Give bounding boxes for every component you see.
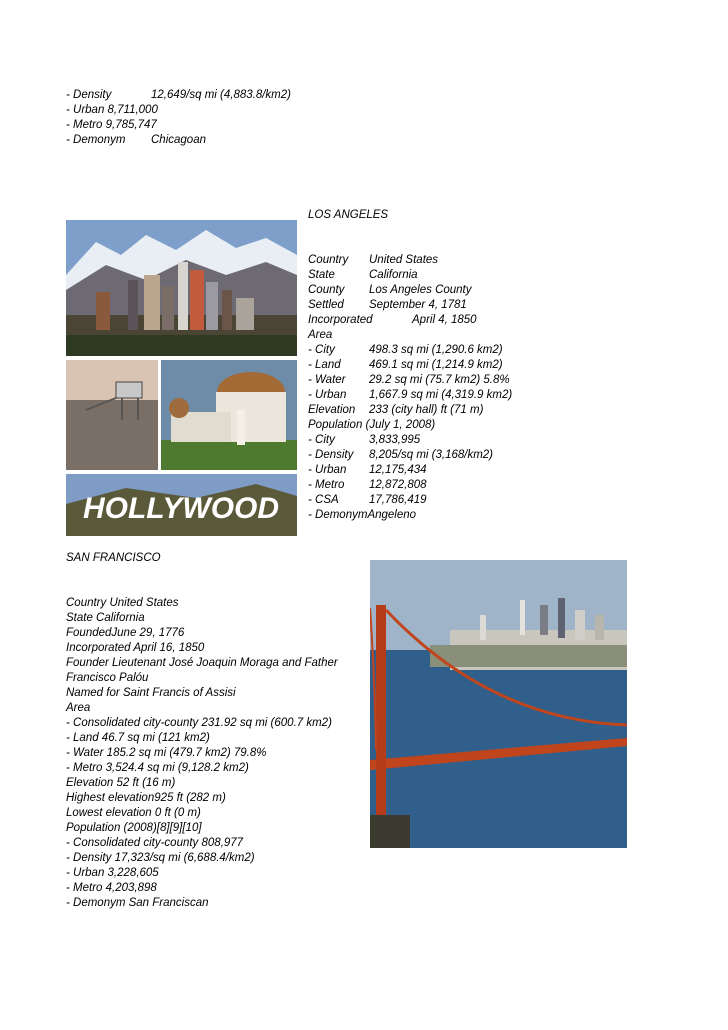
- la-skyline-photo: [66, 220, 297, 356]
- info-row: Country United States: [66, 597, 179, 609]
- info-row: - Consolidated city-county 231.92 sq mi (600.7 km2): [66, 717, 332, 729]
- info-row: - Density 12,649/sq mi (4,883.8/km2): [66, 89, 291, 101]
- info-row: Incorporated April 4, 1850: [308, 314, 477, 326]
- info-row: Elevation 52 ft (16 m): [66, 777, 176, 789]
- san-francisco-info: [66, 596, 356, 911]
- info-row: State California: [308, 269, 418, 281]
- los-angeles-collage: [66, 220, 297, 536]
- info-row: Area: [308, 329, 333, 341]
- info-row: Area: [66, 702, 91, 714]
- info-row: - Metro 3,524.4 sq mi (9,128.2 km2): [66, 762, 249, 774]
- info-row: Named for Saint Francis of Assisi: [66, 687, 236, 699]
- info-row: - Water 29.2 sq mi (75.7 km2) 5.8%: [308, 374, 510, 386]
- chicago-info: [66, 88, 291, 148]
- info-row: - City 498.3 sq mi (1,290.6 km2): [308, 344, 503, 356]
- info-row: - Density 17,323/sq mi (6,688.4/km2): [66, 852, 255, 864]
- info-row: - Urban 1,667.9 sq mi (4,319.9 km2): [308, 389, 513, 401]
- info-row: - CSA 17,786,419: [308, 494, 427, 506]
- info-row: Settled September 4, 1781: [308, 299, 467, 311]
- info-row: - Urban 12,175,434: [308, 464, 427, 476]
- info-row: Elevation 233 (city hall) ft (71 m): [308, 404, 484, 416]
- info-row: - Urban 3,228,605: [66, 867, 159, 879]
- info-row: - Metro 4,203,898: [66, 882, 157, 894]
- info-row: Lowest elevation 0 ft (0 m): [66, 807, 201, 819]
- info-row: Incorporated April 16, 1850: [66, 642, 205, 654]
- info-row: - Demonym Chicagoan: [66, 134, 206, 146]
- info-row: - Land 469.1 sq mi (1,214.9 km2): [308, 359, 503, 371]
- info-row: - Metro 9,785,747: [66, 119, 157, 131]
- info-row: - Consolidated city-county 808,977: [66, 837, 244, 849]
- los-angeles-heading: LOS ANGELES: [308, 209, 389, 221]
- info-row: - City 3,833,995: [308, 434, 421, 446]
- info-row: - Metro 12,872,808: [308, 479, 427, 491]
- info-row: - Density 8,205/sq mi (3,168/km2): [308, 449, 494, 461]
- info-row: - Urban 8,711,000: [66, 104, 158, 116]
- info-row: FoundedJune 29, 1776: [66, 627, 185, 639]
- info-row: - DemonymAngeleno: [308, 509, 417, 521]
- info-row: - Land 46.7 sq mi (121 km2): [66, 732, 210, 744]
- info-row: - Water 185.2 sq mi (479.7 km2) 79.8%: [66, 747, 267, 759]
- hollywood-sign-photo: [66, 474, 297, 536]
- los-angeles-info: [308, 253, 512, 523]
- info-row: - Demonym San Franciscan: [66, 897, 209, 909]
- golden-gate-bridge-photo: [370, 560, 627, 848]
- info-row: Population (2008)[8][9][10]: [66, 822, 202, 834]
- hollywood-sign-text: HOLLYWOOD: [82, 492, 280, 525]
- info-row: Highest elevation925 ft (282 m): [66, 792, 226, 804]
- info-row: Founder Lieutenant José Joaquin Moraga and Father Francisco Palóu: [66, 657, 338, 684]
- info-row: Population (July 1, 2008): [308, 419, 436, 431]
- beach-lifeguard-photo: [66, 360, 158, 470]
- info-row: State California: [66, 612, 145, 624]
- info-row: CountryUnited States: [308, 254, 439, 266]
- info-row: County Los Angeles County: [308, 284, 472, 296]
- griffith-observatory-photo: [161, 360, 297, 470]
- san-francisco-heading: SAN FRANCISCO: [66, 552, 161, 564]
